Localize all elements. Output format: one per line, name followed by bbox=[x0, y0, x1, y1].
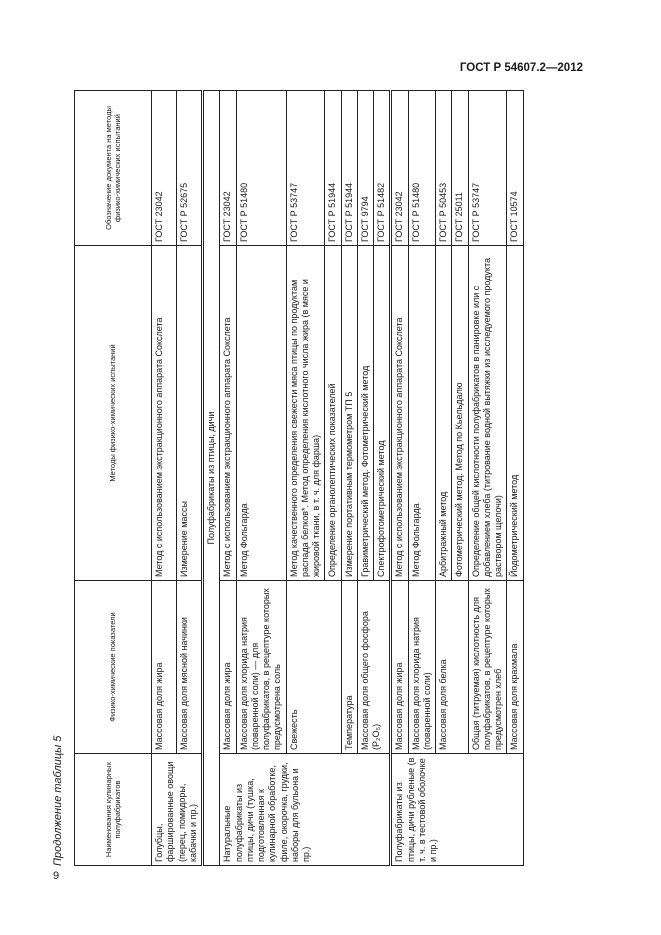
method-cell: Определение органолептических показателей bbox=[325, 246, 341, 581]
table-row bbox=[408, 91, 436, 866]
doc-cell: ГОСТ 23042 bbox=[391, 91, 408, 246]
table-row bbox=[468, 91, 507, 866]
document-header: ГОСТ Р 54607.2—2012 bbox=[459, 62, 583, 74]
indicator-cell: Массовая доля хлорида натрия (поваренной соли) bbox=[408, 581, 436, 754]
indicator-cell: Массовая доля жира bbox=[391, 581, 408, 754]
doc-cell: ГОСТ Р 53747 bbox=[286, 91, 325, 246]
method-cell: Определение общей кислотности полуфабрикатов в панировке или с добавлением хлеба (титрование водной вытяжки из исследуемого продукта раствором щелочи) bbox=[468, 246, 507, 581]
doc-cell: ГОСТ 23042 bbox=[152, 91, 177, 246]
product-cell: Голубцы, фаршированные овощи (перец, помидоры, кабачки и пр.) bbox=[152, 754, 203, 866]
indicator-cell: Массовая доля общего фосфора (P₂O₅) bbox=[357, 581, 391, 754]
method-cell: Метод Фольгарда bbox=[408, 246, 436, 581]
method-cell: Метод с использованием экстракционного аппарата Сокслета bbox=[220, 246, 236, 581]
indicator-cell: Свежесть bbox=[286, 581, 341, 754]
table-row bbox=[507, 91, 523, 866]
rotated-page-content bbox=[52, 91, 577, 866]
col-product: Наименования кулинарных полуфабрикатов bbox=[75, 754, 152, 866]
doc-cell: ГОСТ 9794 bbox=[357, 91, 373, 246]
indicator-cell: Массовая доля жира bbox=[152, 581, 177, 754]
table-row bbox=[152, 91, 177, 866]
method-cell: Метод Фольгарда bbox=[236, 246, 286, 581]
doc-cell: ГОСТ 10574 bbox=[507, 91, 523, 246]
indicator-cell: Массовая доля крахмала bbox=[507, 581, 523, 754]
method-cell: Арбитражный метод bbox=[436, 246, 452, 581]
col-method: Методы физико-химических испытаний bbox=[75, 246, 152, 581]
doc-cell: ГОСТ 23042 bbox=[220, 91, 236, 246]
table-row bbox=[176, 91, 202, 866]
method-cell: Йодометрический метод bbox=[507, 246, 523, 581]
doc-cell: ГОСТ Р 51944 bbox=[325, 91, 341, 246]
table-caption: Продолжение таблицы 5 bbox=[52, 735, 64, 866]
page-number: 9 bbox=[53, 870, 60, 882]
method-cell: Измерение массы bbox=[176, 246, 202, 581]
table-row bbox=[436, 91, 452, 866]
col-indicator: Физико-химические показатели bbox=[75, 581, 152, 754]
doc-cell: ГОСТ Р 50453 bbox=[436, 91, 452, 246]
table-row bbox=[391, 91, 408, 866]
method-cell: Метод с использованием экстракционного аппарата Сокслета bbox=[152, 246, 177, 581]
doc-cell: ГОСТ Р 53747 bbox=[468, 91, 507, 246]
table-row bbox=[220, 91, 236, 866]
doc-cell: ГОСТ 25011 bbox=[452, 91, 468, 246]
indicator-cell: Массовая доля белка bbox=[436, 581, 469, 754]
method-cell: Измерение портативным термометром ТП 5 bbox=[341, 246, 357, 581]
product-cell: Полуфабрикаты из птицы, дичи рубленые (в т. ч. в тестовой оболочке и пр.) bbox=[391, 754, 523, 866]
table-header-row bbox=[75, 91, 152, 866]
method-cell: Спектрофотометрический метод bbox=[374, 246, 391, 581]
indicator-cell: Общая (титруемая) кислотность для полуфабрикатов, в рецептуре которых предусмотрен хлеб bbox=[468, 581, 507, 754]
doc-cell: ГОСТ Р 51482 bbox=[374, 91, 391, 246]
indicator-cell: Массовая доля хлорида натрия (поваренной соли) — для полуфабрикатов, в рецептуре которых предусмотрена соль bbox=[236, 581, 286, 754]
method-cell: Фотометрический метод. Метод по Кьельдалю bbox=[452, 246, 468, 581]
table-row bbox=[236, 91, 286, 866]
method-cell: Метод качественного определения свежести мяса птицы по продуктам распада белков*. Метод определения кислотного числа жира (в мясе и жировой ткани, в т. ч. для фарша) bbox=[286, 246, 325, 581]
doc-cell: ГОСТ Р 51944 bbox=[341, 91, 357, 246]
group-title: Полуфабрикаты из птицы, дичи bbox=[203, 91, 220, 866]
group-row bbox=[203, 91, 220, 866]
col-document: Обозначение документа на методы физико-химических испытаний bbox=[75, 91, 152, 246]
product-cell: Натуральные полуфабрикаты из птицы, дичи (тушка, подготовленная к кулинарной обработке, филе, окорочка, грудки, наборы для бульона и пр.) bbox=[220, 754, 391, 866]
indicator-cell: Температура bbox=[341, 581, 357, 754]
methods-table bbox=[74, 90, 524, 866]
method-cell: Гравиметрический метод. Фотометрический метод bbox=[357, 246, 373, 581]
doc-cell: ГОСТ Р 51480 bbox=[408, 91, 436, 246]
table-row bbox=[341, 91, 357, 866]
table-row bbox=[357, 91, 373, 866]
method-cell: Метод с использованием экстракционного аппарата Сокслета bbox=[391, 246, 408, 581]
indicator-cell: Массовая доля мясной начинки bbox=[176, 581, 202, 754]
table-row bbox=[286, 91, 325, 866]
indicator-cell: Массовая доля жира bbox=[220, 581, 236, 754]
doc-cell: ГОСТ Р 52675 bbox=[176, 91, 202, 246]
doc-cell: ГОСТ Р 51480 bbox=[236, 91, 286, 246]
